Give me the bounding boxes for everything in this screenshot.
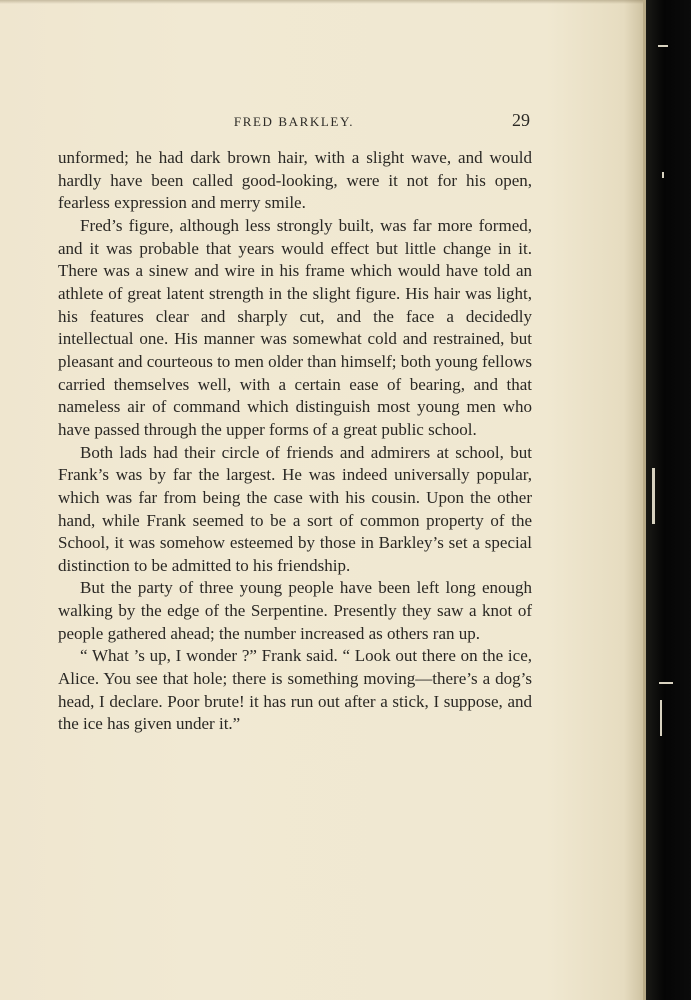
edge-speck	[662, 172, 664, 178]
running-title: FRED BARKLEY.	[233, 114, 355, 129]
paragraph-serpentine: But the party of three young people have been left long enough walking by the edge of the Serpentine. Presently they saw a knot of people gathered ahead; the number increased as others ran up.	[58, 578, 532, 643]
paragraph-dialogue: “ What ’s up, I wonder ?” Frank said. “ Look out there on the ice, Alice. You see that hole; there is something moving—there’s a dog’s head, I declare. Poor brute! it has run out after a stick, I suppose, and the ice has given under it.”	[58, 646, 532, 734]
running-header	[58, 110, 530, 134]
edge-speck	[658, 45, 668, 47]
page-number: 29	[512, 110, 530, 130]
edge-speck	[660, 700, 662, 736]
paragraph-continuation: unformed; he had dark brown hair, with a slight wave, and would hardly have been called good-looking, were it not for his open, fearless expression and merry smile.	[58, 148, 532, 213]
paragraph-fred-figure: Fred’s figure, although less strongly built, was far more formed, and it was probable that years would effect but little change in it. There was a sinew and wire in his frame which would have told an athlete of great latent strength in the slight figure. His hair was light, his features clear and sharply cut, and the face a decidedly intellectual one. His manner was somewhat cold and restrained, but pleasant and courteous to men older than himself; both young fellows carried themselves well, with a certain ease of bearing, and that nameless air of command which distinguish most young men who have passed through the upper forms of a great public school.	[58, 215, 533, 439]
page-top-shadow	[0, 0, 643, 4]
body-text	[58, 147, 532, 736]
paragraph-friends-admirers: Both lads had their circle of friends and admirers at school, but Frank’s was by far the largest. He was indeed universally popular, which was far from being the case with his cousin. Upon the other hand, while Frank seemed to be a sort of common property of the School, it was somehow esteemed by those in Barkley’s set a special distinction to be admitted to his friendship.	[58, 442, 532, 575]
edge-speck	[652, 468, 655, 524]
edge-speck	[659, 682, 673, 684]
book-edge-dark-strip	[646, 0, 691, 1000]
